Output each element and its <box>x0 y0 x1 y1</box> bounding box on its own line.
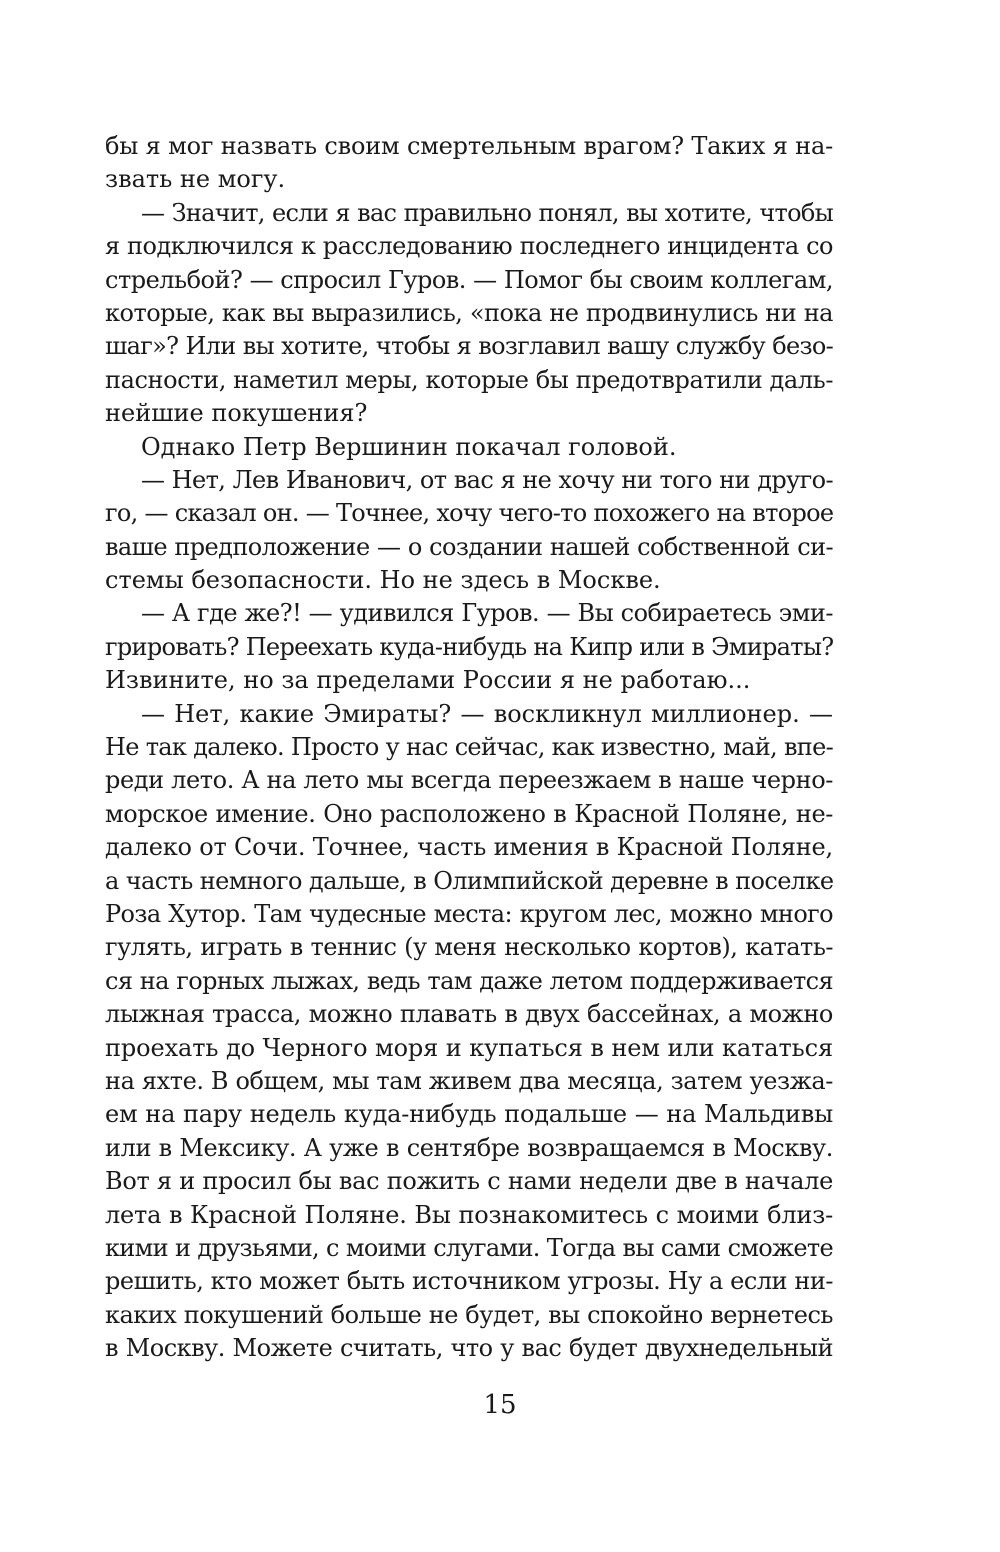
text-line: ем на пару недель куда-нибудь подальше — на Мальдивы <box>105 1100 833 1129</box>
text-line: — Нет, Лев Иванович, от вас я не хочу ни того ни друго- <box>141 465 833 494</box>
text-line: ся на горных лыжах, ведь там даже летом поддерживается <box>105 966 833 995</box>
text-line: ваше предположение — о создании нашей собственной си- <box>105 532 833 561</box>
text-line: Не так далеко. Просто у нас сейчас, как известно, май, впе- <box>105 733 833 762</box>
text-line: далеко от Сочи. Точнее, часть имения в Красной Поляне, <box>105 833 833 862</box>
text-line: реди лето. А на лето мы всегда переезжаем в наше черно- <box>105 766 833 795</box>
text-line: решить, кто может быть источником угрозы. Ну а если ни- <box>105 1267 833 1296</box>
text-line: — А где же?! — удивился Гуров. — Вы собираетесь эми- <box>141 599 833 628</box>
text-line: на яхте. В общем, мы там живем два месяца, затем уезжа- <box>105 1066 833 1095</box>
text-line: проехать до Черного моря и купаться в нем или кататься <box>105 1033 833 1062</box>
text-line: нейшие покушения? <box>105 399 368 428</box>
text-line: Вот я и просил бы вас пожить с нами недели две в начале <box>105 1167 833 1196</box>
text-line: Извините, но за пределами России я не работаю... <box>105 666 751 695</box>
text-line: го, — сказал он. — Точнее, хочу чего-то похожего на второе <box>105 499 834 528</box>
text-line: лета в Красной Поляне. Вы познакомитесь с моими близ- <box>105 1200 833 1229</box>
text-line: звать не могу. <box>105 165 286 194</box>
text-line: или в Мексику. А уже в сентябре возвращаемся в Москву. <box>105 1133 833 1162</box>
text-line: пасности, наметил меры, которые бы предотвратили даль- <box>105 365 834 394</box>
text-line: а часть немного дальше, в Олимпийской деревне в поселке <box>105 866 834 895</box>
page-body <box>105 130 833 1365</box>
text-line: грировать? Переехать куда-нибудь на Кипр или в Эмираты? <box>105 632 834 661</box>
text-line: Однако Петр Вершинин покачал головой. <box>141 432 677 461</box>
text-line: в Москву. Можете считать, что у вас будет двухнедельный <box>105 1334 833 1363</box>
text-line: бы я мог назвать своим смертельным врагом? Таких я на- <box>105 132 833 160</box>
text-line: лыжная трасса, можно плавать в двух бассейнах, а можно <box>105 1000 833 1029</box>
text-line: стемы безопасности. Но не здесь в Москве. <box>105 566 661 595</box>
text-line: — Значит, если я вас правильно понял, вы хотите, чтобы <box>141 198 833 227</box>
text-line: стрельбой? — спросил Гуров. — Помог бы своим коллегам, <box>105 265 833 294</box>
text-line: шаг»? Или вы хотите, чтобы я возглавил вашу службу безо- <box>105 332 833 361</box>
text-line: Роза Хутор. Там чудесные места: кругом лес, можно много <box>105 899 833 928</box>
text-line: гулять, играть в теннис (у меня несколько кортов), катать- <box>105 933 833 962</box>
text-line: — Нет, какие Эмираты? — воскликнул миллионер. — <box>141 699 833 728</box>
text-line: которые, как вы выразились, «пока не продвинулись ни на <box>105 298 833 327</box>
text-line: морское имение. Оно расположено в Красной Поляне, не- <box>105 799 833 828</box>
text-line: каких покушений больше не будет, вы спокойно вернетесь <box>105 1300 833 1329</box>
text-line: кими и друзьями, с моими слугами. Тогда вы сами сможете <box>105 1233 833 1262</box>
text-line: я подключился к расследованию последнего инцидента со <box>105 232 833 261</box>
page-number: 15 <box>483 1390 517 1420</box>
